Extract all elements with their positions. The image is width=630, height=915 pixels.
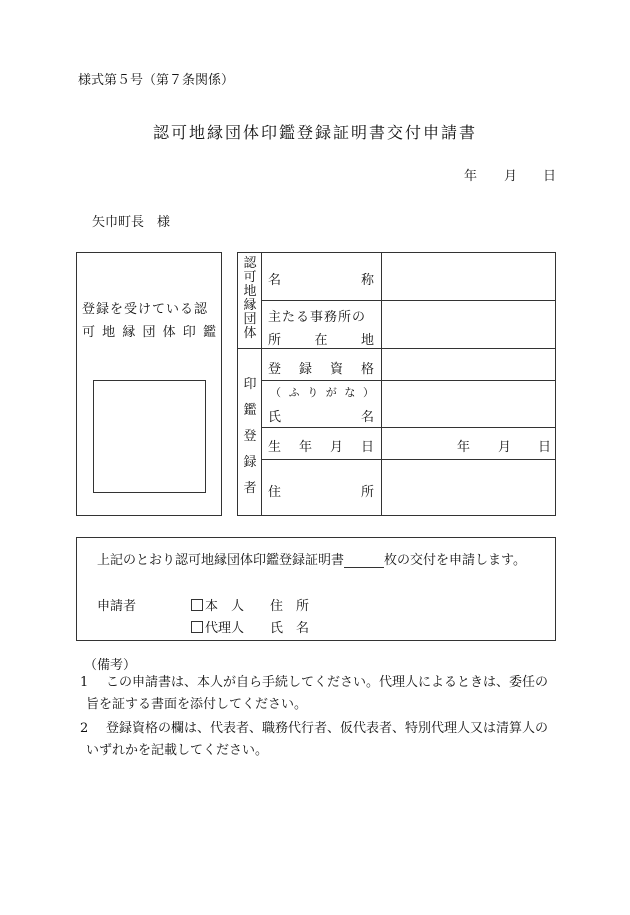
request-statement: 上記のとおり認可地縁団体印鑑登録証明書 枚の交付を申請します。 bbox=[97, 553, 526, 568]
office-label-line2: 所 在 地 bbox=[268, 333, 374, 348]
registrant-section-label: 印鑑登録者 bbox=[243, 377, 257, 496]
row-divider bbox=[261, 300, 556, 301]
seal-box-char: 地 bbox=[102, 325, 116, 340]
registrant-name-label: 氏 名 bbox=[268, 410, 374, 425]
option-self[interactable]: 本 人 bbox=[191, 595, 244, 614]
addressee: 矢巾町長 様 bbox=[92, 215, 171, 230]
seal-box-char: 縁 bbox=[122, 325, 136, 340]
qualification-label: 登 録 資 格 bbox=[268, 362, 374, 377]
form-title: 認可地縁団体印鑑登録証明書交付申請書 bbox=[152, 123, 477, 142]
form-number: 様式第５号（第７条関係） bbox=[78, 73, 235, 88]
row-divider bbox=[261, 459, 556, 460]
note-item: 1 この申請書は、本人が自ら手続してください。代理人によるときは、委任の 旨を証する書面を添付してください。 bbox=[80, 672, 560, 716]
seal-box-char: 鑑 bbox=[202, 325, 216, 340]
office-label-line1: 主たる事務所の bbox=[268, 310, 367, 325]
copies-blank[interactable] bbox=[344, 553, 384, 568]
checkbox-icon[interactable] bbox=[191, 599, 203, 611]
seal-impression-area[interactable] bbox=[93, 380, 206, 493]
group-section-label: 認可地縁団体 bbox=[243, 256, 257, 341]
date-day-label: 日 bbox=[543, 169, 557, 184]
registrant-address-label: 住 所 bbox=[268, 485, 374, 500]
seal-box-char: 団 bbox=[142, 325, 156, 340]
section-divider bbox=[237, 348, 556, 349]
seal-box-char: 体 bbox=[162, 325, 176, 340]
notes-heading: （備考） bbox=[84, 658, 137, 673]
furigana-label: （ ふ り が な ） bbox=[270, 386, 374, 399]
row-divider bbox=[261, 380, 556, 381]
applicant-address-label: 住 所 bbox=[270, 599, 310, 614]
note-item: 2 登録資格の欄は、代表者、職務代行者、仮代表者、特別代理人又は清算人の いずれかを記載してください。 bbox=[80, 718, 560, 762]
note-number: 2 bbox=[80, 721, 89, 736]
seal-box-char: 可 bbox=[82, 325, 96, 340]
seal-box-char: 印 bbox=[182, 325, 196, 340]
applicant-name-label: 氏 名 bbox=[270, 621, 310, 636]
applicant-label: 申請者 bbox=[97, 599, 137, 614]
group-name-label: 名 称 bbox=[268, 273, 374, 288]
birth-date-label: 生 年 月 日 bbox=[268, 440, 374, 455]
option-agent[interactable]: 代理人 bbox=[191, 617, 244, 636]
note-number: 1 bbox=[80, 675, 89, 690]
row-divider bbox=[261, 427, 556, 428]
checkbox-icon[interactable] bbox=[191, 621, 203, 633]
date-year-label: 年 bbox=[464, 169, 478, 184]
seal-box-caption-line1: 登録を受けている認 bbox=[82, 302, 209, 317]
seal-box-caption-line2 bbox=[82, 321, 216, 340]
date-month-label: 月 bbox=[504, 169, 518, 184]
table-divider-value bbox=[381, 252, 382, 516]
table-divider-label bbox=[261, 252, 262, 516]
